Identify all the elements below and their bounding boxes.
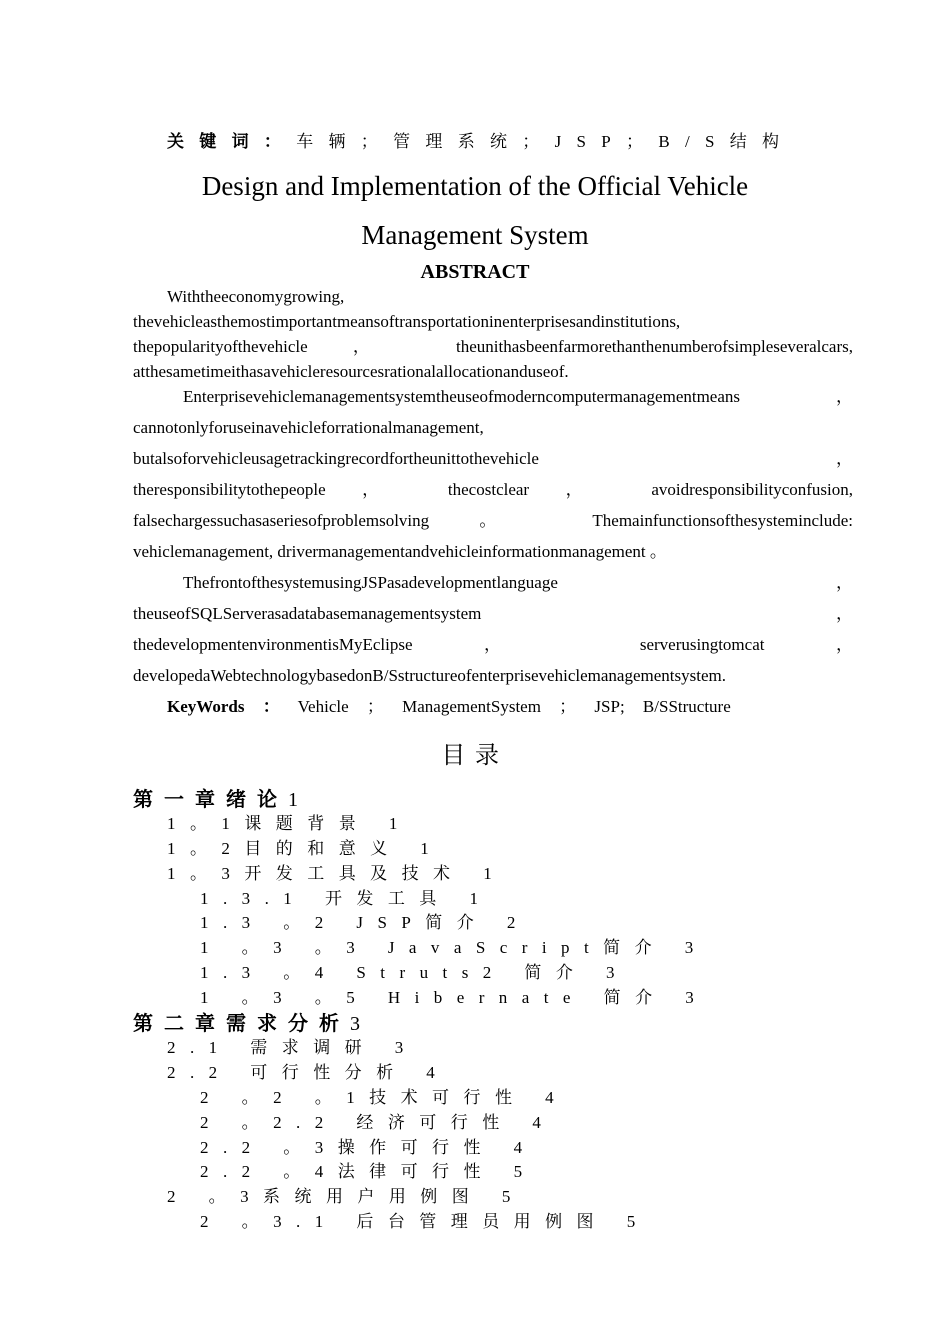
keywords-cn-label: 关键词： <box>167 132 297 151</box>
toc-entry[interactable]: 1 。3 。5 Hibernate 简介 3 <box>200 988 709 1007</box>
toc-entry[interactable]: 1。1课题背景 1 <box>167 814 412 833</box>
toc-heading: 目录 <box>441 741 509 769</box>
keywords-cn-text: 车辆；管理系统；JSP；B/S结构 <box>296 132 795 151</box>
toc-entry[interactable]: 1.3.1 开发工具 1 <box>200 889 493 908</box>
abstract-p2-line: vehiclemanagement, drivermanagementandvehicleinformationmanagement 。 <box>133 542 667 561</box>
abstract-p2-line: butalsoforvehicleusagetrackingrecordfortheunittothevehicle ， <box>133 449 853 468</box>
toc-entry[interactable]: 2.1 需求调研 3 <box>167 1038 418 1057</box>
toc-entry[interactable]: 1.3 。4 Struts2 简介 3 <box>200 963 629 982</box>
abstract-p3-line: ThefrontofthesystemusingJSPasadevelopmentlanguage ， <box>183 573 853 592</box>
toc-entry[interactable]: 2 。3系统用户用例图 5 <box>167 1187 525 1206</box>
toc-chapter-page: 1 <box>288 789 298 811</box>
toc-chapter-page: 3 <box>350 1013 360 1035</box>
abstract-p3-line: developedaWebtechnologybasedonB/Sstructureofenterprisevehiclemanagementsystem. <box>133 666 726 685</box>
toc-entry[interactable]: 1 。3 。3 JavaScript简介 3 <box>200 938 708 957</box>
abstract-p3-line: thedevelopmentenvironmentisMyEclipse ， serverusingtomcat ， <box>133 635 853 654</box>
toc-entry[interactable]: 2.2 可行性分析 4 <box>167 1063 450 1082</box>
toc-entry[interactable]: 2 。2 。1技术可行性 4 <box>200 1088 569 1107</box>
abstract-p2-line: cannotonlyforuseinavehicleforrationalmanagement, <box>133 418 484 437</box>
toc-chapter-2[interactable] <box>133 1012 360 1035</box>
toc-entry[interactable]: 2 。2.2 经济可行性 4 <box>200 1113 556 1132</box>
toc-entry[interactable]: 1。2目的和意义 1 <box>167 839 444 858</box>
keywords-en-text: Vehicle ； ManagementSystem ； JSP; B/SStructure <box>297 697 731 716</box>
toc-chapter-1[interactable] <box>133 788 298 811</box>
toc-chapter-title: 第二章需求分析 <box>133 1011 350 1035</box>
keywords-en-label: KeyWords ： <box>167 697 280 716</box>
english-title-line2: Management System <box>361 220 589 250</box>
abstract-p1-line: thepopularityofthevehicle ， theunithasbeenfarmorethanthenumberofsimpleseveralcars, <box>133 337 853 356</box>
abstract-p3-line: theuseofSQLServerasadatabasemanagementsystem ， <box>133 604 853 623</box>
abstract-p1-line: Withtheeconomygrowing, <box>167 287 345 306</box>
abstract-p2-line: Enterprisevehiclemanagementsystemtheuseofmoderncomputermanagementmeans ， <box>183 387 853 406</box>
abstract-heading: ABSTRACT <box>420 261 530 283</box>
keywords-cn-line <box>167 132 794 152</box>
toc-entry[interactable]: 1.3 。2 JSP简介 2 <box>200 913 530 932</box>
english-title-line1: Design and Implementation of the Official Vehicle <box>201 171 749 201</box>
toc-entry[interactable]: 1。3开发工具及技术 1 <box>167 864 507 883</box>
toc-chapter-title: 第一章绪论 <box>133 787 288 811</box>
abstract-p2-line: theresponsibilitytothepeople ， thecostclear ， avoidresponsibilityconfusion, <box>133 480 853 499</box>
toc-entry[interactable]: 2 。3.1 后台管理员用例图 5 <box>200 1212 650 1231</box>
abstract-p1-line: atthesametimeithasavehicleresourcesrationalallocationanduseof. <box>133 362 569 381</box>
keywords-en-line <box>167 697 731 717</box>
toc-entry[interactable]: 2.2 。4法律可行性 5 <box>200 1162 537 1181</box>
toc-entry[interactable]: 2.2 。3操作可行性 4 <box>200 1138 537 1157</box>
abstract-p2-line: falsechargessuchasaseriesofproblemsolving 。 Themainfunctionsofthesysteminclude: <box>133 511 853 530</box>
abstract-p1-line: thevehicleasthemostimportantmeansoftransportationinenterprisesandinstitutions, <box>133 312 681 331</box>
